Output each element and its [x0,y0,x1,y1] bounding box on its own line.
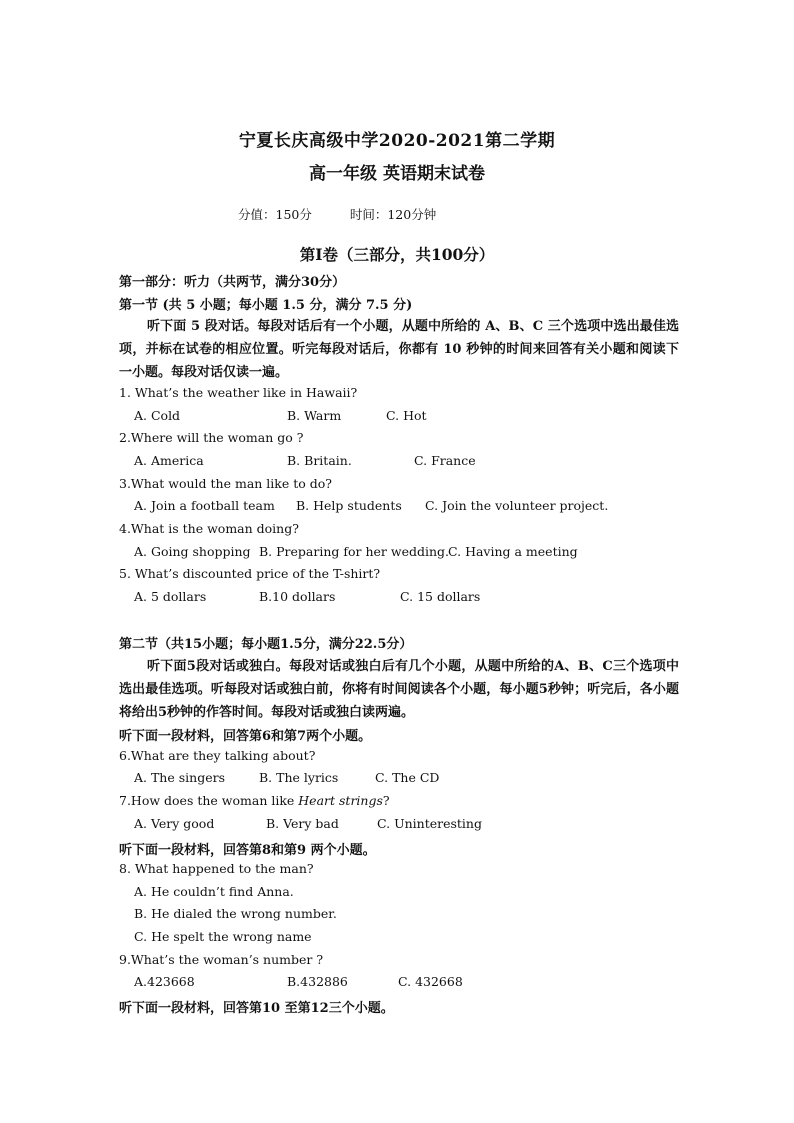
q5-option-b: B.10 dollars [259,589,336,604]
q6-option-a: A. The singers [134,770,225,785]
q1-option-a: A. Cold [134,408,181,423]
q2-option-b: B. Britain. [287,453,352,468]
question-2: 2.Where will the woman go ? [119,430,304,445]
q5-option-c: C. 15 dollars [400,589,481,604]
score-label: 分值：150分 [238,207,312,222]
q7-option-c: C. Uninteresting [377,816,482,831]
q3-option-a: A. Join a football team [134,498,275,513]
q7-option-b: B. Very bad [266,816,339,831]
q9-option-b: B.432886 [287,974,348,989]
exam-title-line1: 宁夏长庆高级中学2020-2021第二学期 [238,131,556,151]
group1-instruction: 听下面一段材料，回答第6和第7两个小题。 [119,729,372,744]
exam-title-line2: 高一年级 英语期末试卷 [309,164,485,184]
q8-option-c: C. He spelt the wrong name [134,929,312,944]
q8-option-a: A. He couldn’t find Anna. [134,884,294,899]
q1-option-b: B. Warm [287,408,342,423]
q4-option-b: B. Preparing for her wedding. [259,544,449,559]
q4-option-c: C. Having a meeting [448,544,578,559]
sec1-title: 第一节 (共 5 小题；每小题 1.5 分，满分 7.5 分) [119,298,413,313]
q5-option-a: A. 5 dollars [134,589,207,604]
time-label: 时间：120分钟 [349,207,437,222]
sec2-instructions: 听下面5段对话或独白。每段对话或独白后有几个小题，从题中所给的A、B、C三个选项中选出最佳选项。听每段对话或独白前，你将有时间阅读各个小题，每小题5秒钟；听完后，各小题将给出5秒钟的作答时间。每段对话或独白读两遍。 [119,659,679,720]
question-4: 4.What is the woman doing? [119,521,299,536]
q7-option-a: A. Very good [134,816,215,831]
listening-section-title: 第一部分：听力（共两节，满分30分） [119,275,346,290]
exam-meta [238,205,470,223]
q1-option-c: C. Hot [386,408,427,423]
question-6: 6.What are they talking about? [119,748,316,763]
q4-option-a: A. Going shopping [134,544,251,559]
q7-text-suffix: ? [382,793,390,808]
q6-option-b: B. The lyrics [259,770,339,785]
q3-option-b: B. Help students [296,498,402,513]
question-7 [119,793,390,808]
q9-option-a: A.423668 [134,974,195,989]
group2-instruction: 听下面一段材料，回答第8和第9 两个小题。 [119,843,376,858]
question-1: 1. What’s the weather like in Hawaii? [119,385,358,400]
q2-option-a: A. America [134,453,204,468]
q8-option-b: B. He dialed the wrong number. [134,906,337,921]
sec1-instructions: 听下面 5 段对话。每段对话后有一个小题，从题中所给的 A、B、C 三个选项中选出最佳选项，并标在试卷的相应位置。听完每段对话后，你都有 10 秒钟的时间来回答有关小题和阅读下一小题。每段对话仅读一遍。 [119,319,679,380]
group3-instruction: 听下面一段材料，回答第10 至第12三个小题。 [119,1001,394,1016]
part1-title: 第Ⅰ卷（三部分，共100分） [299,245,495,264]
question-3: 3.What would the man like to do? [119,476,332,491]
sec2-title: 第二节（共15小题；每小题1.5分，满分22.5分） [119,637,413,652]
q2-option-c: C. France [414,453,476,468]
question-5: 5. What’s discounted price of the T-shirt? [119,566,381,581]
question-8: 8. What happened to the man? [119,861,314,876]
q7-song-title: Heart strings [298,793,383,808]
q3-option-c: C. Join the volunteer project. [425,498,609,513]
q6-option-c: C. The CD [375,770,440,785]
q7-text-prefix: 7.How does the woman like [119,793,299,808]
q9-option-c: C. 432668 [398,974,463,989]
question-9: 9.What’s the woman’s number ? [119,952,324,967]
